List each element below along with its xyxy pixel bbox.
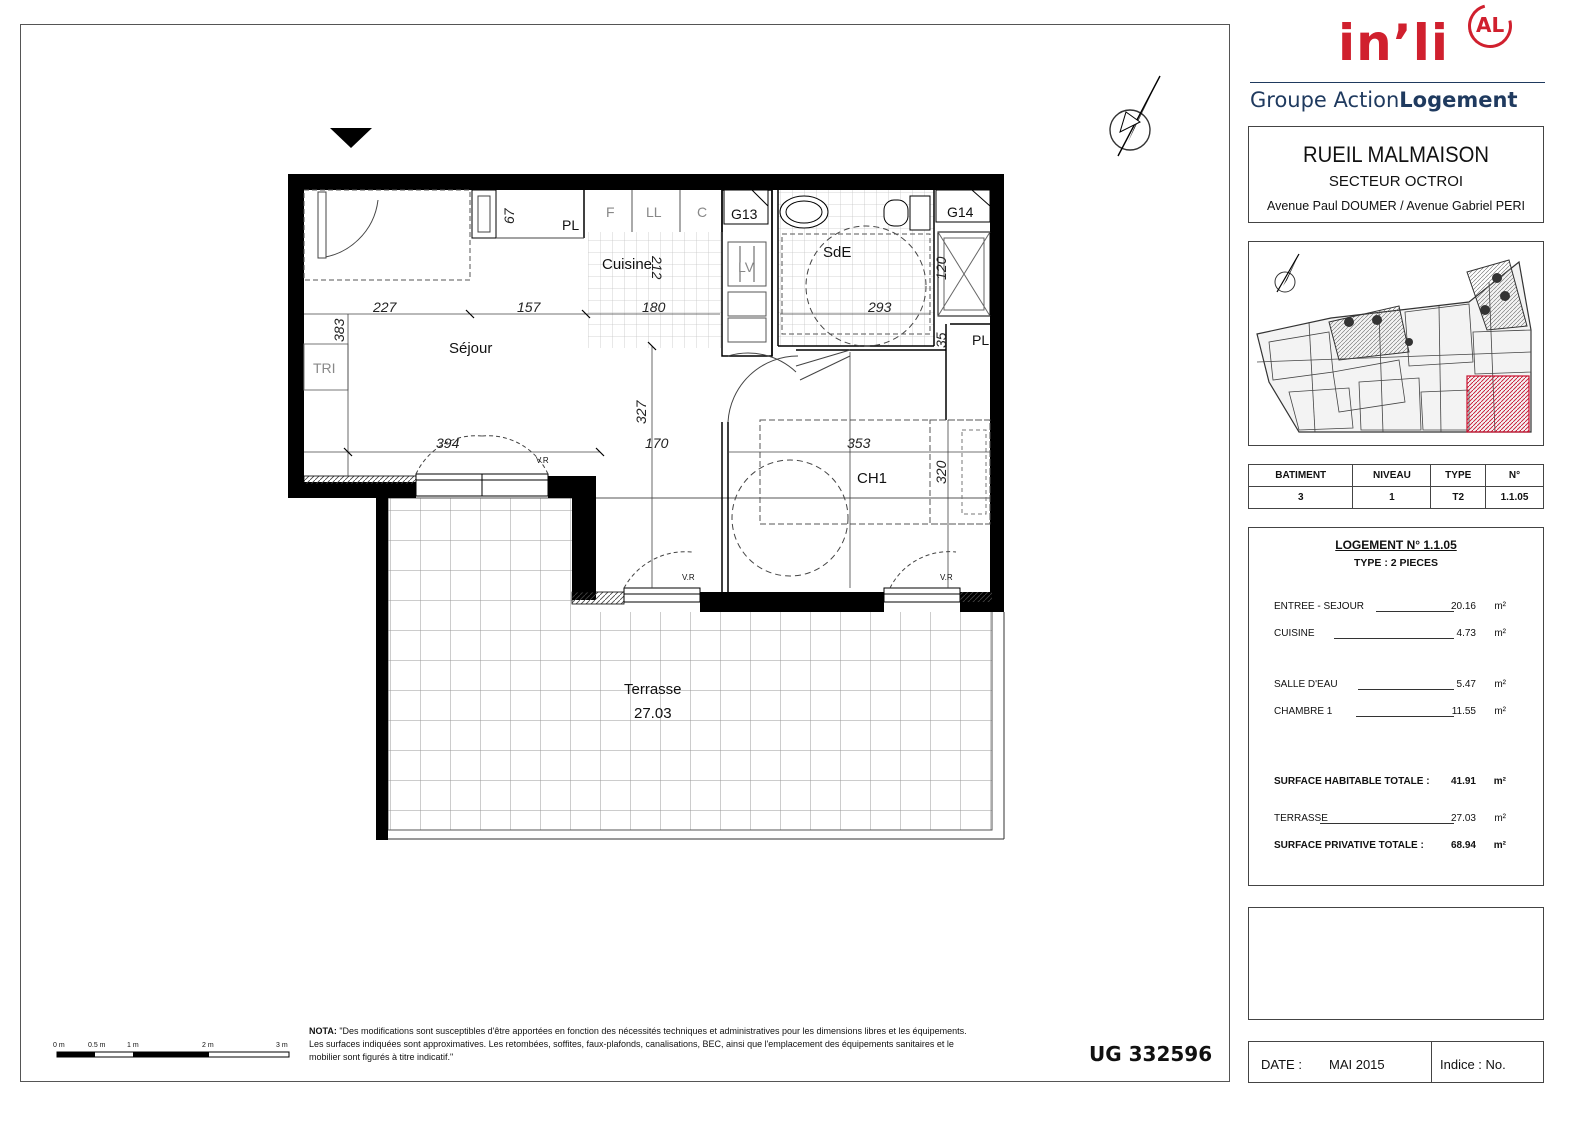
dimension-label: 383 — [331, 318, 347, 342]
logement-title: LOGEMENT N° 1.1.05 — [1335, 538, 1457, 552]
dimension-label: 120 — [933, 256, 949, 280]
fixture-ll: LL — [646, 204, 662, 220]
room-label-sejour: Séjour — [449, 340, 493, 357]
dimension-label: 227 — [373, 299, 397, 315]
site-north-arrow-icon — [1275, 254, 1299, 292]
brand-logo — [1250, 0, 1545, 120]
wall-top — [288, 174, 1004, 190]
surfaces-box — [1248, 527, 1544, 886]
scale-bar — [57, 1052, 289, 1057]
table-cell-batiment: 3 — [1249, 487, 1353, 509]
kitchen-tiles — [588, 232, 722, 348]
table-header: N° — [1486, 465, 1544, 487]
dimension-label: 212 — [649, 256, 665, 280]
table-cell-niveau: 1 — [1353, 487, 1431, 509]
terrace-area: 27.03 — [634, 705, 672, 722]
logo-wordmark: in’li — [1338, 14, 1450, 72]
table-cell-type: T2 — [1431, 487, 1486, 509]
dimension-label: 293 — [868, 299, 892, 315]
site-plan — [1249, 242, 1543, 445]
scale-label: 0 m — [53, 1042, 65, 1049]
terrace-tiles-left — [388, 498, 574, 830]
fixture-pl-2: PL — [972, 332, 990, 348]
wall-left — [288, 174, 304, 498]
reference-code: UG 332596 — [1089, 1042, 1213, 1066]
highlighted-unit — [1467, 376, 1529, 432]
project-address: Avenue Paul DOUMER / Avenue Gabriel PERI — [1266, 199, 1525, 213]
fixture-pl-1: PL — [562, 217, 580, 233]
surface-total-habitable: SURFACE HABITABLE TOTALE : 41.91 m² — [1274, 776, 1506, 787]
note-text: "Des modifications sont susceptibles d'être apportées en fonction des nécessités techniques et administratives pour les dimensions libres et les équipements. Les surfaces indiquées sont approximatives. Les retombées, soffites, faux-plafonds, canalisations, BEC, ainsi que l'emplacement des équipements sanitaires et le mobilier sont figurés à titre indicatif." — [309, 1026, 967, 1062]
surface-row: CHAMBRE 1 11.55 m² — [1274, 706, 1506, 717]
empty-notes-box — [1248, 907, 1544, 1020]
surface-total-privative: SURFACE PRIVATIVE TOTALE : 68.94 m² — [1274, 840, 1506, 851]
table-cell-numero: 1.1.05 — [1486, 487, 1544, 509]
date-label: DATE : — [1261, 1057, 1302, 1072]
window-vr-1: V.R — [536, 456, 549, 465]
window-vr-2: V.R — [682, 573, 695, 582]
surface-row: ENTREE - SEJOUR 20.16 m² — [1274, 601, 1506, 612]
terrace-wall — [376, 498, 388, 840]
dimension-label: 394 — [436, 435, 460, 451]
note-title: NOTA: — [309, 1026, 337, 1036]
indice-label: Indice : No. — [1440, 1057, 1506, 1072]
logo-badge-text: AL — [1476, 13, 1505, 37]
fixture-tri: TRI — [313, 360, 336, 376]
room-label-ch1: CH1 — [857, 470, 888, 487]
logo-group-name: Groupe ActionLogement — [1250, 88, 1518, 112]
fixture-f: F — [606, 204, 615, 220]
window-vr-3: V.R — [940, 573, 953, 582]
site-plan-box — [1248, 241, 1544, 446]
dimension-label: 327 — [633, 400, 649, 424]
fixture-g13: G13 — [731, 206, 758, 222]
room-label-terrasse: Terrasse — [624, 681, 682, 698]
surface-row: CUISINE 4.73 m² — [1274, 628, 1506, 639]
dimension-label: 320 — [933, 460, 949, 484]
table-header: BATIMENT — [1249, 465, 1353, 487]
dimension-label: 170 — [645, 435, 669, 451]
fixture-lv: LV — [738, 259, 755, 275]
entrance-marker-icon — [330, 128, 372, 148]
dimension-label: 353 — [847, 435, 871, 451]
fixture-g14: G14 — [947, 204, 974, 220]
dimension-label: 35 — [933, 332, 949, 348]
wall-right — [990, 174, 1004, 612]
table-header: TYPE — [1431, 465, 1486, 487]
dimension-label: 67 — [501, 208, 517, 224]
disclaimer-note — [309, 1025, 969, 1064]
scale-label: 0.5 m — [88, 1042, 106, 1049]
scale-label: 1 m — [127, 1042, 139, 1049]
project-city: RUEIL MALMAISON — [1303, 142, 1489, 167]
dimension-label: 157 — [517, 299, 541, 315]
table-header: NIVEAU — [1353, 465, 1431, 487]
project-sector: SECTEUR OCTROI — [1328, 173, 1464, 190]
north-arrow-icon — [1110, 76, 1160, 156]
dimension-label: 180 — [642, 299, 666, 315]
scale-label: 2 m — [202, 1042, 214, 1049]
scale-label: 3 m — [276, 1042, 288, 1049]
surface-row: TERRASSE 27.03 m² — [1274, 813, 1506, 824]
project-box — [1248, 126, 1544, 223]
surface-row: SALLE D'EAU 5.47 m² — [1274, 679, 1506, 690]
date-box — [1248, 1041, 1544, 1083]
fixture-c: C — [697, 204, 708, 220]
room-label-sde: SdE — [823, 244, 852, 261]
logement-type: TYPE : 2 PIECES — [1353, 557, 1439, 569]
date-value: MAI 2015 — [1329, 1057, 1385, 1072]
info-table — [1248, 464, 1544, 509]
room-label-cuisine: Cuisine — [602, 256, 653, 273]
